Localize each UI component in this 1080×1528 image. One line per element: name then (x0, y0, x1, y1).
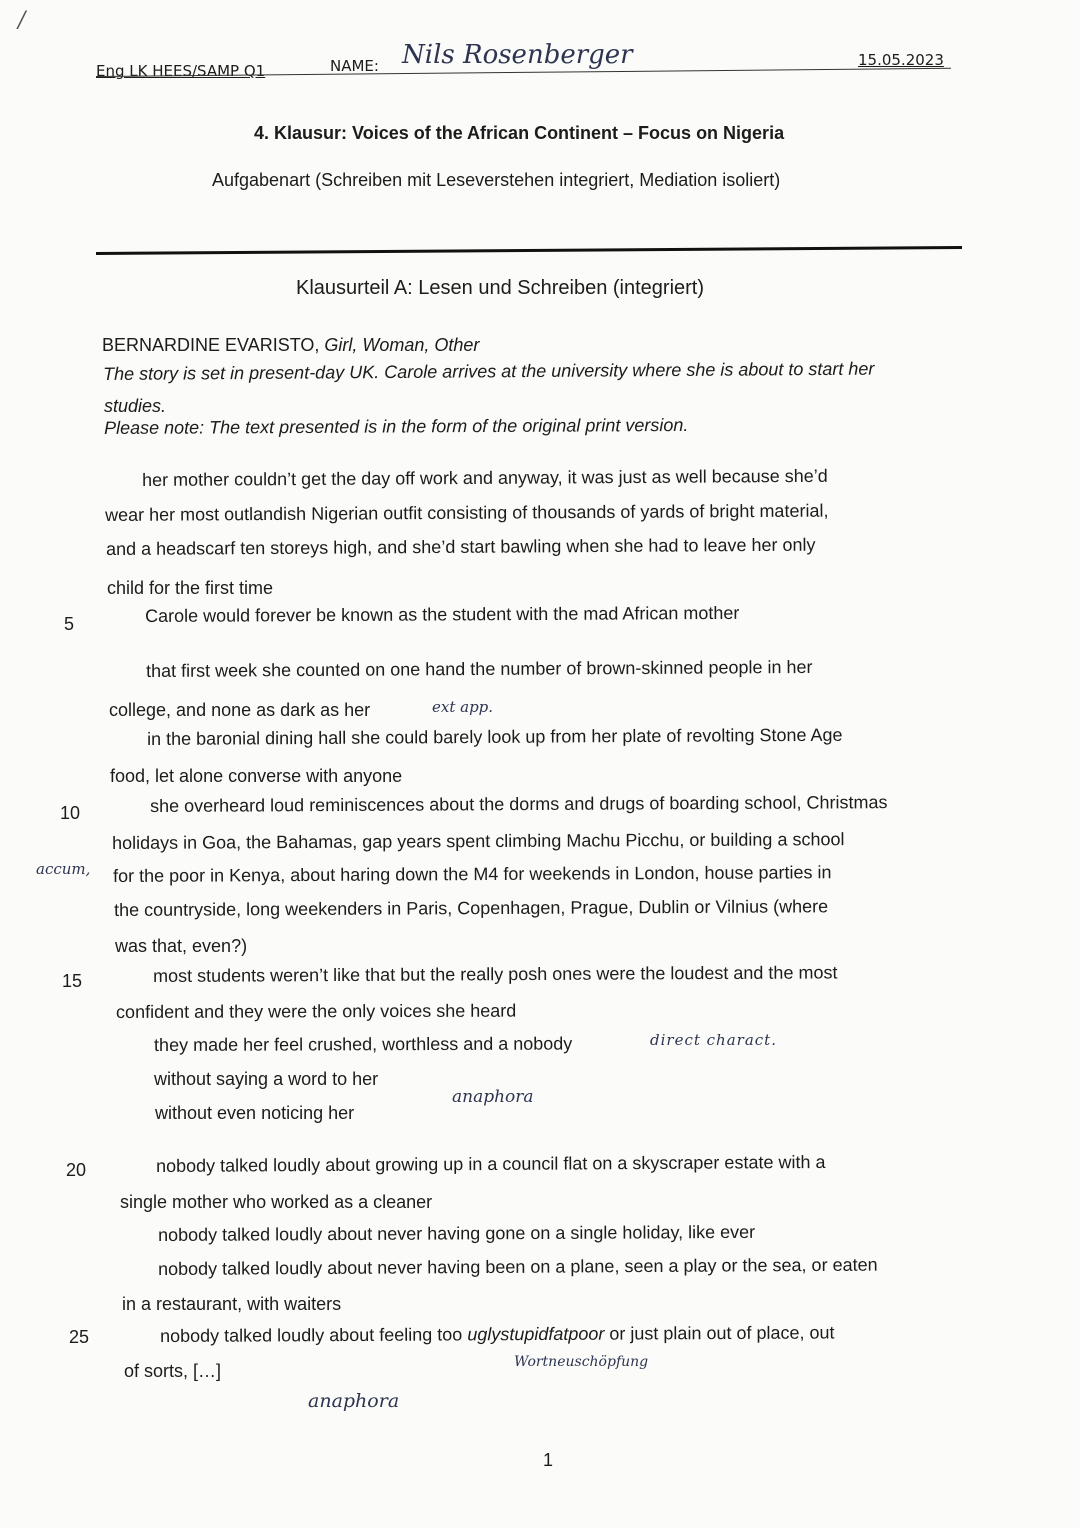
source-citation (102, 335, 479, 356)
text-line-11: holidays in Goa, the Bahamas, gap years spent climbing Machu Picchu, or building a school (112, 829, 845, 853)
text-line-5: Carole would forever be known as the student with the mad African mother (145, 602, 740, 626)
text-line-21: single mother who worked as a cleaner (120, 1192, 433, 1212)
text-line-23: nobody talked loudly about never having been on a plane, seen a play or the sea, or eaten (158, 1254, 878, 1279)
source-intro-2: studies. (104, 396, 167, 416)
line-number: 20 (66, 1160, 87, 1180)
text-line-9: food, let alone converse with anyone (110, 766, 403, 786)
corner-mark: / (18, 8, 26, 33)
exam-date: 15.05.2023 (858, 51, 944, 69)
text-line-26: of sorts, […] (124, 1361, 222, 1381)
annotation-direct-characterization: direct charact. (650, 1031, 777, 1049)
line-number: 5 (64, 614, 75, 634)
text-line-14: was that, even?) (115, 936, 248, 956)
page-number: 1 (543, 1450, 554, 1470)
source-intro-1: The story is set in present-day UK. Carole arrives at the university where she is about to start her (103, 358, 875, 384)
text-line-15: most students weren’t like that but the really posh ones were the loudest and the most (153, 962, 838, 986)
annotation-anaphora-2: anaphora (308, 1390, 400, 1412)
annotation-ext-app: ext app. (432, 698, 494, 716)
text-line-1: her mother couldn’t get the day off work and anyway, it was just as well because she’d (142, 465, 828, 490)
text-line-25-start: nobody talked loudly about feeling too (160, 1324, 468, 1346)
line-number: 15 (62, 971, 83, 991)
annotation-accum: accum, (36, 860, 91, 878)
text-line-17: they made her feel crushed, worthless and a nobody (154, 1033, 573, 1055)
text-line-13: the countryside, long weekenders in Paris, Copenhagen, Prague, Dublin or Vilnius (where (114, 896, 829, 920)
source-author: BERNARDINE EVARISTO, (102, 335, 325, 355)
text-line-7: college, and none as dark as her (109, 700, 371, 720)
text-line-19: without even noticing her (155, 1103, 355, 1123)
text-line-4: child for the first time (107, 578, 274, 598)
text-line-20: nobody talked loudly about growing up in a council flat on a skyscraper estate with a (156, 1151, 826, 1176)
text-line-12: for the poor in Kenya, about haring down the M4 for weekends in London, house parties in (113, 862, 832, 886)
text-line-16: confident and they were the only voices she heard (116, 1000, 517, 1022)
text-line-2: wear her most outlandish Nigerian outfit consisting of thousands of yards of bright material, (105, 500, 829, 525)
text-line-25 (160, 1322, 835, 1347)
source-note: Please note: The text presented is in the form of the original print version. (104, 414, 689, 438)
annotation-anaphora-1: anaphora (452, 1087, 534, 1107)
part-title: Klausurteil A: Lesen und Schreiben (integriert) (296, 277, 705, 299)
course-code: Eng LK HEES/SAMP Q1 (96, 62, 266, 80)
exam-title: 4. Klausur: Voices of the African Continent – Focus on Nigeria (254, 123, 785, 143)
line-number: 25 (69, 1327, 90, 1347)
text-line-3: and a headscarf ten storeys high, and she’d start bawling when she had to leave her only (106, 534, 816, 559)
text-line-25-end: or just plain out of place, out (604, 1322, 835, 1344)
coined-word: uglystupidfatpoor (467, 1323, 605, 1345)
text-line-22: nobody talked loudly about never having gone on a single holiday, like ever (158, 1221, 756, 1245)
line-number: 10 (60, 803, 81, 823)
task-type: Aufgabenart (Schreiben mit Leseverstehen integriert, Mediation isoliert) (212, 170, 781, 190)
text-line-18: without saying a word to her (154, 1069, 379, 1089)
name-label: NAME: (330, 57, 379, 75)
student-name: Nils Rosenberger (402, 40, 633, 70)
annotation-wortneuschoepfung: Wortneuschöpfung (514, 1354, 649, 1370)
text-line-8: in the baronial dining hall she could barely look up from her plate of revolting Stone Age (147, 724, 843, 749)
source-work: Girl, Woman, Other (324, 335, 480, 355)
text-line-10: she overheard loud reminiscences about the dorms and drugs of boarding school, Christmas (150, 792, 888, 816)
section-divider (96, 246, 962, 255)
text-line-24: in a restaurant, with waiters (122, 1294, 342, 1314)
text-line-6: that first week she counted on one hand the number of brown-skinned people in her (146, 656, 813, 681)
